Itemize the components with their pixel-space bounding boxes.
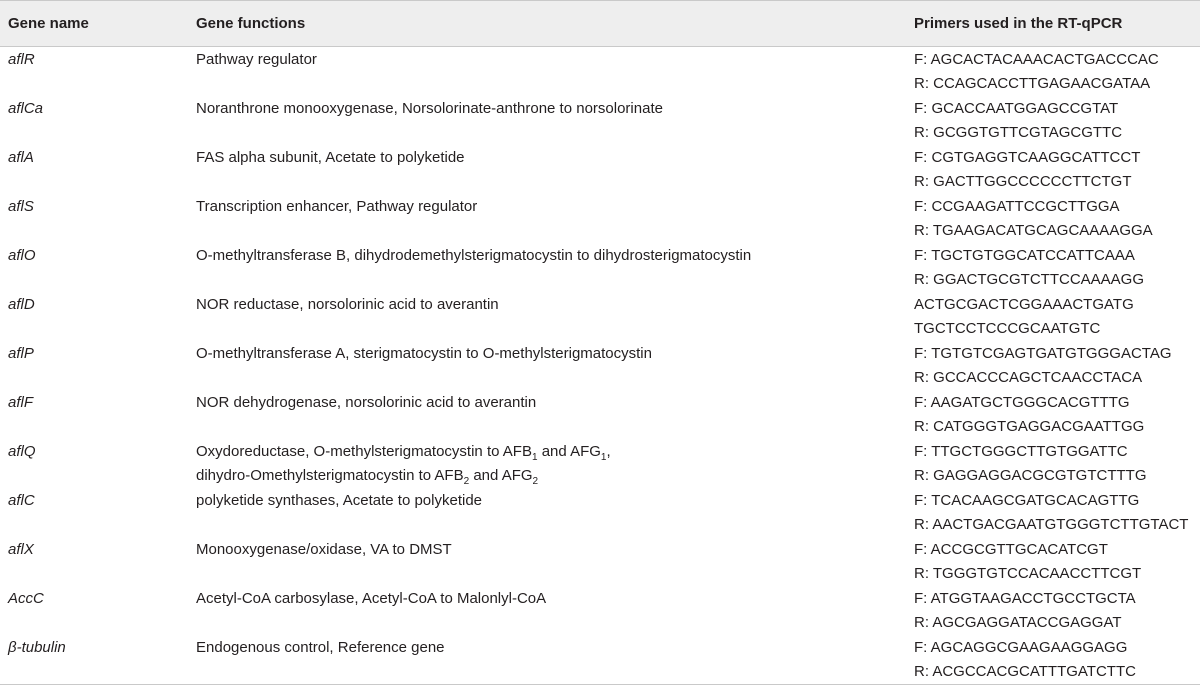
header-primers: Primers used in the RT-qPCR xyxy=(898,1,1200,47)
function-text: and AFG xyxy=(537,443,601,460)
forward-primer: F: AGCACTACAAACACTGACCCAC xyxy=(914,51,1159,68)
table-row xyxy=(0,537,1200,586)
reverse-primer: R: GCGGTGTTCGTAGCGTTC xyxy=(914,124,1123,141)
function-line: Endogenous control, Reference gene xyxy=(196,639,445,656)
gene-function-cell xyxy=(180,537,898,586)
forward-primer: F: ACCGCGTTGCACATCGT xyxy=(914,541,1108,558)
forward-primer: F: AAGATGCTGGGCACGTTTG xyxy=(914,394,1130,411)
primers-cell xyxy=(898,439,1200,488)
gene-name-cell: aflD xyxy=(8,296,35,313)
gene-function-cell xyxy=(180,292,898,341)
gene-function-cell xyxy=(180,439,898,488)
function-text: dihydro-Omethylsterigmatocystin to AFB xyxy=(196,467,464,484)
reverse-primer: TGCTCCTCCCGCAATGTC xyxy=(914,320,1101,337)
function-line: Monooxygenase/oxidase, VA to DMST xyxy=(196,541,452,558)
function-line: O-methyltransferase B, dihydrodemethylsterigmatocystin to dihydrosterigmatocystin xyxy=(196,247,752,264)
reverse-primer: R: ACGCCACGCATTTGATCTTC xyxy=(914,663,1136,680)
header-gene-name: Gene name xyxy=(0,1,180,47)
gene-function-cell xyxy=(180,194,898,243)
reverse-primer: R: TGGGTGTCCACAACCTTCGT xyxy=(914,565,1142,582)
primers-cell xyxy=(898,341,1200,390)
table-body xyxy=(0,47,1200,685)
gene-function-cell xyxy=(180,47,898,97)
gene-name-cell: aflO xyxy=(8,247,36,264)
primers-cell xyxy=(898,194,1200,243)
primers-cell xyxy=(898,586,1200,635)
forward-primer: F: TGCTGTGGCATCCATTCAAA xyxy=(914,247,1135,264)
table-row xyxy=(0,586,1200,635)
forward-primer: F: TGTGTCGAGTGATGTGGGACTAG xyxy=(914,345,1172,362)
gene-name-cell: aflX xyxy=(8,541,34,558)
gene-name-cell: aflQ xyxy=(8,443,36,460)
gene-function-cell xyxy=(180,390,898,439)
gene-function-cell xyxy=(180,243,898,292)
gene-function-cell xyxy=(180,96,898,145)
subscript: 1 xyxy=(600,452,607,463)
function-line: Noranthrone monooxygenase, Norsolorinate-anthrone to norsolorinate xyxy=(196,100,663,117)
gene-function-cell xyxy=(180,341,898,390)
function-line: O-methyltransferase A, sterigmatocystin to O-methylsterigmatocystin xyxy=(196,345,652,362)
subscript: 2 xyxy=(532,476,539,487)
table-header-row xyxy=(0,1,1200,47)
table-row xyxy=(0,341,1200,390)
gene-name-cell: aflCa xyxy=(8,100,44,117)
gene-name-cell: aflS xyxy=(8,198,34,215)
function-line: NOR reductase, norsolorinic acid to averantin xyxy=(196,296,499,313)
forward-primer: F: CCGAAGATTCCGCTTGGA xyxy=(914,198,1120,215)
reverse-primer: R: GACTTGGCCCCCCTTCTGT xyxy=(914,173,1132,190)
table-row xyxy=(0,145,1200,194)
gene-function-cell xyxy=(180,586,898,635)
reverse-primer: R: GGACTGCGTCTTCCAAAAGG xyxy=(914,271,1145,288)
gene-function-cell xyxy=(180,635,898,685)
function-text: Oxydoreductase, O-methylsterigmatocystin to AFB xyxy=(196,443,532,460)
table-row xyxy=(0,96,1200,145)
gene-name-cell: aflR xyxy=(8,51,35,68)
table-row xyxy=(0,390,1200,439)
function-line: FAS alpha subunit, Acetate to polyketide xyxy=(196,149,465,166)
gene-name-cell: β-tubulin xyxy=(0,635,180,685)
forward-primer: F: CGTGAGGTCAAGGCATTCCT xyxy=(914,149,1141,166)
gene-name-cell: aflA xyxy=(8,149,34,166)
reverse-primer: R: CCAGCACCTTGAGAACGATAA xyxy=(914,75,1151,92)
function-line xyxy=(196,464,890,488)
primers-cell xyxy=(898,390,1200,439)
reverse-primer: R: TGAAGACATGCAGCAAAAGGA xyxy=(914,222,1153,239)
function-line: Acetyl-CoA carbosylase, Acetyl-CoA to Malonlyl-CoA xyxy=(196,590,547,607)
table-row xyxy=(0,47,1200,97)
primers-cell xyxy=(898,145,1200,194)
primers-cell xyxy=(898,243,1200,292)
table-row xyxy=(0,292,1200,341)
function-line xyxy=(196,440,890,464)
table-row xyxy=(0,243,1200,292)
function-text: , xyxy=(606,443,611,460)
reverse-primer: R: GCCACCCAGCTCAACCTACA xyxy=(914,369,1143,386)
gene-function-cell xyxy=(180,145,898,194)
function-line: Transcription enhancer, Pathway regulator xyxy=(196,198,478,215)
primers-cell xyxy=(898,47,1200,97)
forward-primer: F: TTGCTGGGCTTGTGGATTC xyxy=(914,443,1128,460)
function-line: polyketide synthases, Acetate to polyketide xyxy=(196,492,483,509)
subscript: 1 xyxy=(531,452,538,463)
gene-function-cell xyxy=(180,488,898,537)
forward-primer: F: AGCAGGCGAAGAAGGAGG xyxy=(914,639,1128,656)
header-gene-functions: Gene functions xyxy=(180,1,898,47)
table-row xyxy=(0,439,1200,488)
primers-cell xyxy=(898,96,1200,145)
function-text: and AFG xyxy=(469,467,533,484)
reverse-primer: R: CATGGGTGAGGACGAATTGG xyxy=(914,418,1145,435)
reverse-primer: R: AACTGACGAATGTGGGTCTTGTACT xyxy=(914,516,1189,533)
function-line: NOR dehydrogenase, norsolorinic acid to averantin xyxy=(196,394,537,411)
forward-primer: ACTGCGACTCGGAAACTGATG xyxy=(914,296,1134,313)
function-line: Pathway regulator xyxy=(196,51,317,68)
reverse-primer: R: AGCGAGGATACCGAGGAT xyxy=(914,614,1122,631)
gene-name-cell: AccC xyxy=(8,590,44,607)
primers-cell xyxy=(898,488,1200,537)
forward-primer: F: TCACAAGCGATGCACAGTTG xyxy=(914,492,1140,509)
forward-primer: F: ATGGTAAGACCTGCCTGCTA xyxy=(914,590,1136,607)
primers-cell xyxy=(898,537,1200,586)
table-row xyxy=(0,194,1200,243)
gene-name-cell: aflC xyxy=(8,492,35,509)
primers-cell xyxy=(898,635,1200,685)
forward-primer: F: GCACCAATGGAGCCGTAT xyxy=(914,100,1119,117)
gene-name-cell: aflP xyxy=(8,345,34,362)
subscript: 2 xyxy=(463,476,470,487)
reverse-primer: R: GAGGAGGACGCGTGTCTTTG xyxy=(914,467,1147,484)
primers-cell xyxy=(898,292,1200,341)
table-row xyxy=(0,635,1200,685)
gene-name-cell: aflF xyxy=(8,394,34,411)
table-row xyxy=(0,488,1200,537)
